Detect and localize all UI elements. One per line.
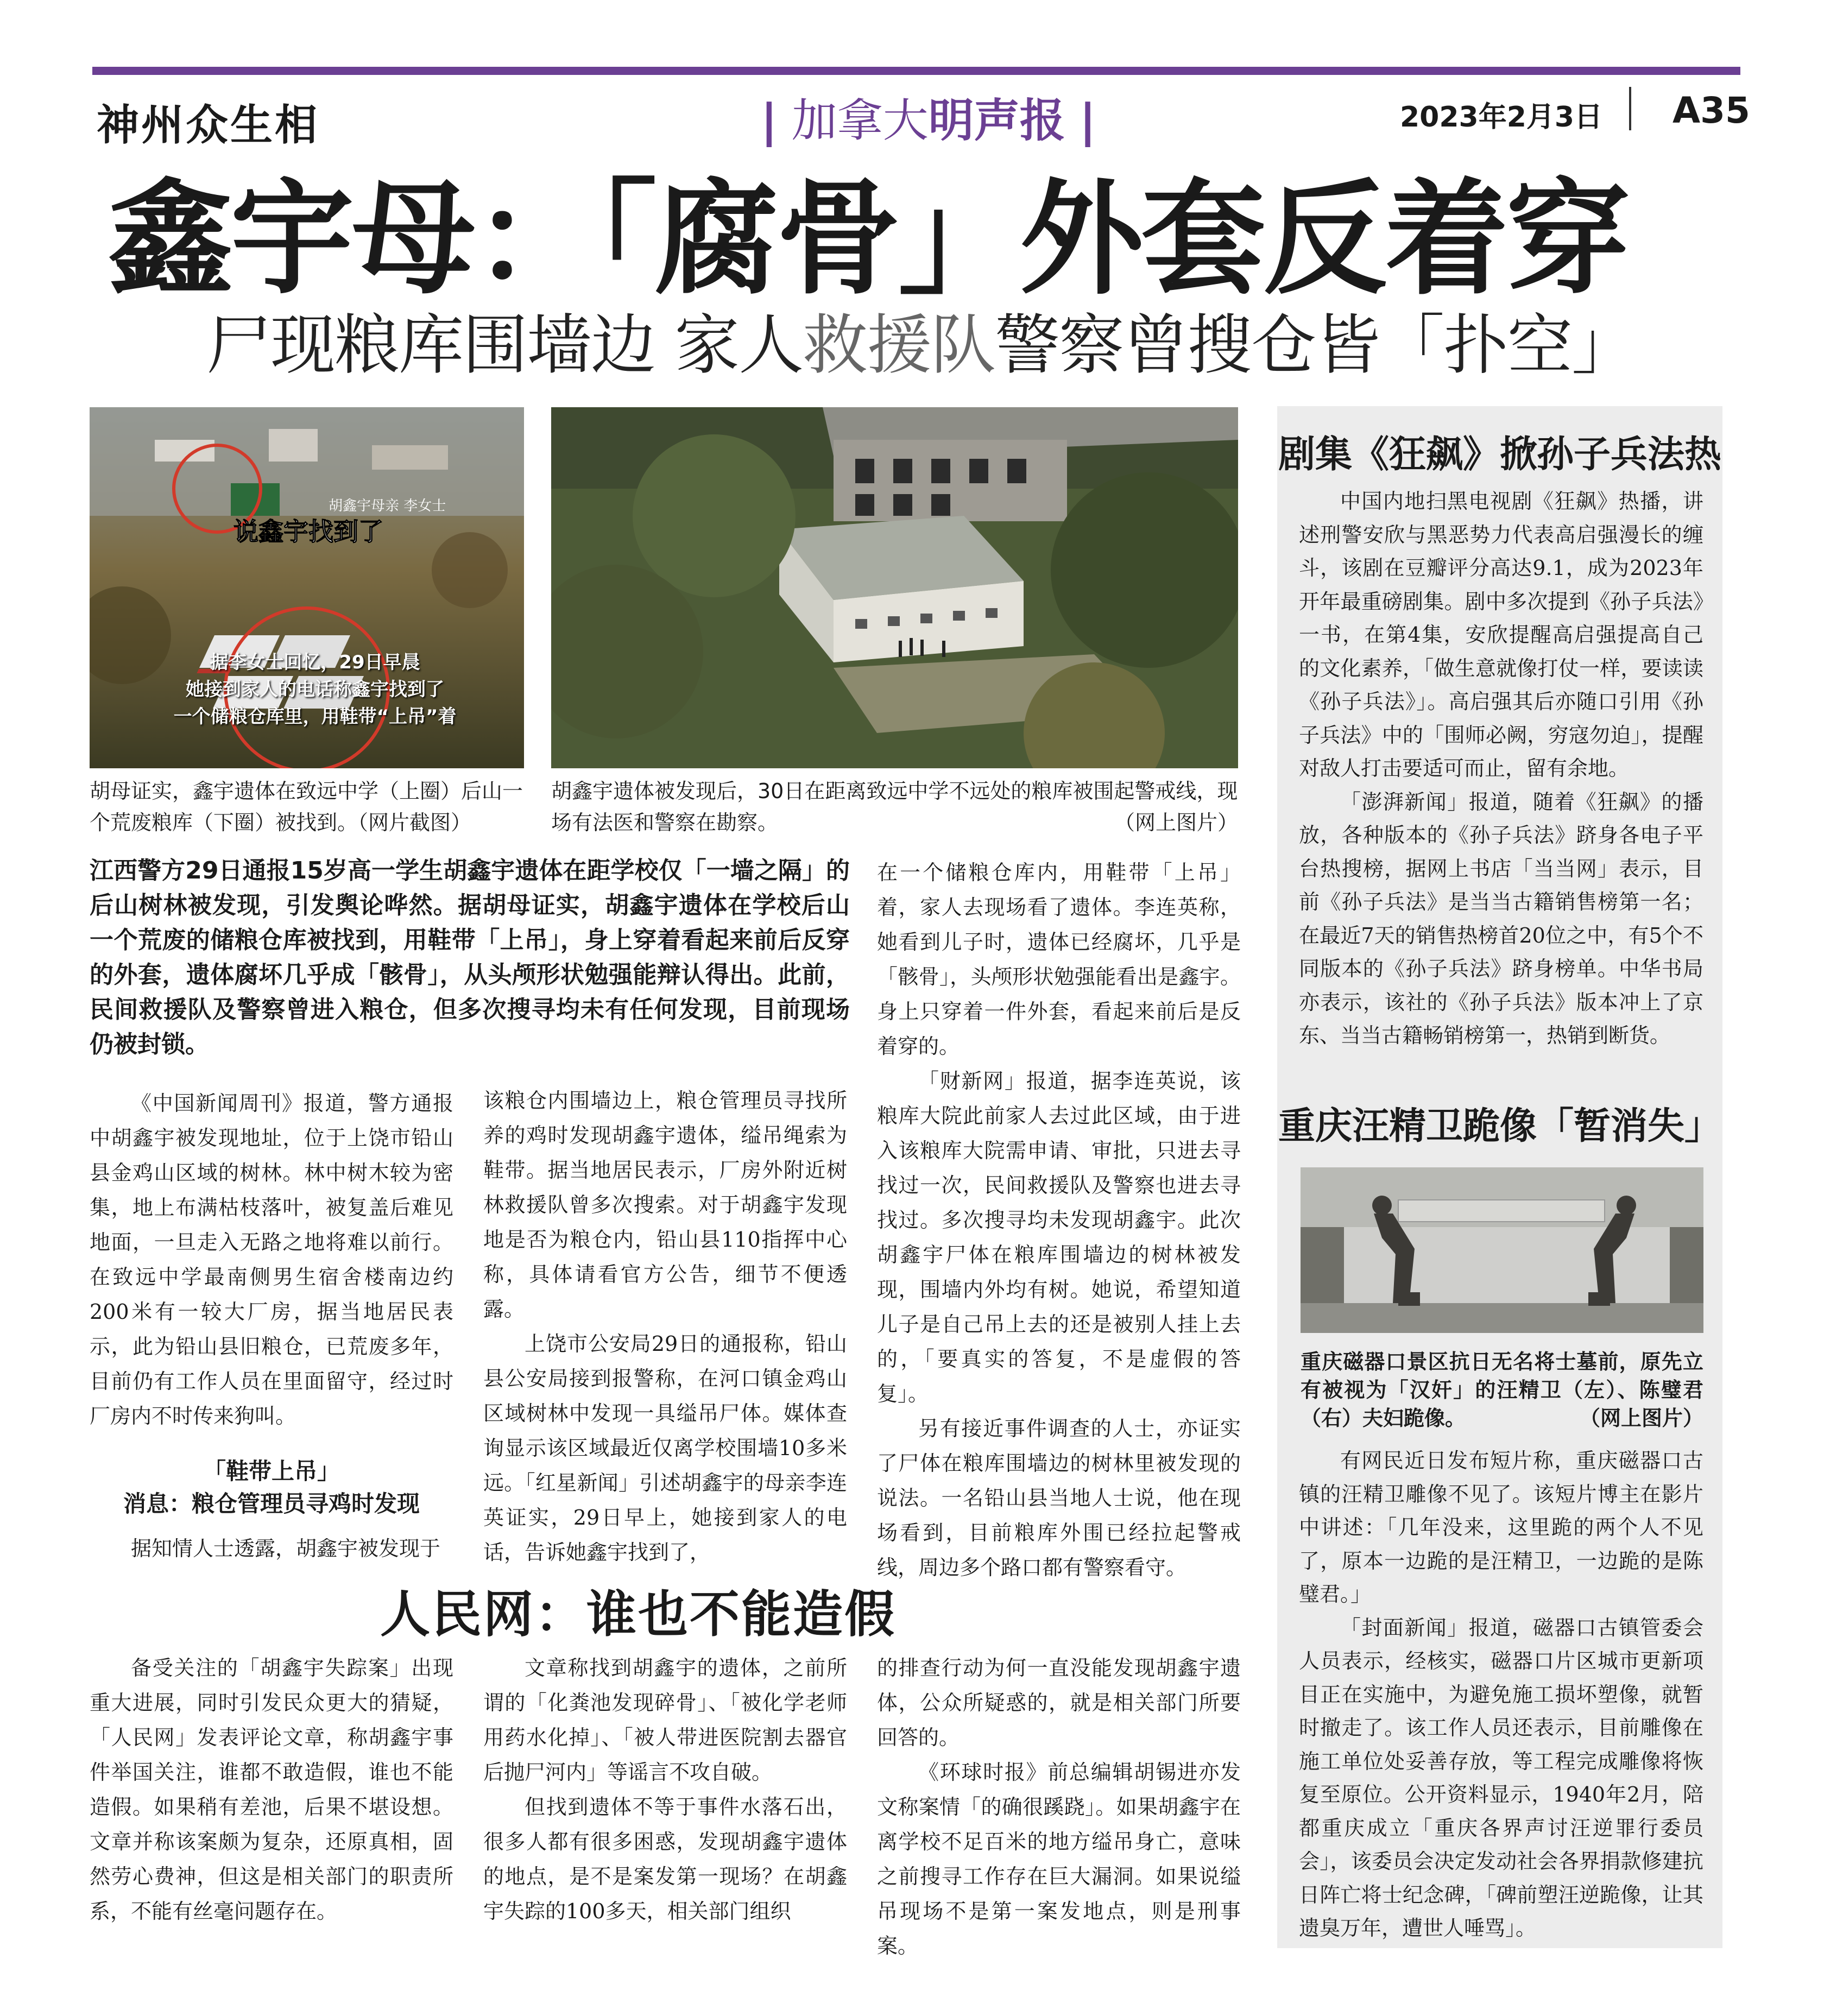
sidebar-photo-credit: （网上图片） — [1579, 1406, 1703, 1430]
headline: 鑫宇母：「腐骨」外套反着穿 — [109, 166, 1628, 311]
masthead-brand: 明声报 — [928, 94, 1065, 147]
sidebar-story2-p1: 有网民近日发布短片称，重庆磁器口古镇的汪精卫雕像不见了。该短片博主在影片中讲述：「几年没来，这里跪的两个人不见了，原本一边跪的是汪精卫，一边跪的是陈璧君。」 — [1299, 1449, 1703, 1606]
page-number: A35 — [1672, 90, 1750, 131]
sidebar-photo — [1301, 1167, 1703, 1333]
photo2-credit: （网上图片） — [1114, 811, 1238, 835]
sidebar-photo-caption-text: 重庆磁器口景区抗日无名将士墓前，原先立有被视为「汉奸」的汪精卫（左）、陈璧君（右）夫妇跪像。 — [1301, 1350, 1703, 1430]
subhead-part1: 尸现粮库围墙边 家人 — [206, 308, 803, 383]
photo2-caption-text: 胡鑫宇遗体被发现后，30日在距离致远中学不远处的粮库被围起警戒线，现场有法医和警察在勘察。 — [551, 779, 1238, 835]
article2-title: 人民网：谁也不能造假 — [380, 1585, 897, 1644]
photo1-caption: 胡母证实，鑫宇遗体在致远中学（上圈）后山一个荒废粮库（下圈）被找到。（网片截图） — [90, 779, 523, 835]
article-subtitle — [90, 1455, 453, 1520]
section-title: 神州众生相 — [97, 100, 320, 150]
sidebar-photo-caption — [1301, 1348, 1703, 1432]
overlay-main-text: 说鑫宇找到了 — [233, 517, 383, 546]
article-col3 — [877, 855, 1241, 1585]
article2-col3 — [877, 1651, 1241, 1963]
top-rule — [92, 67, 1740, 75]
overlay-top-text: 胡鑫宇母亲 李女士 — [329, 498, 446, 514]
article2-col1-p1: 备受关注的「胡鑫宇失踪案」出现重大进展，同时引发民众更大的猜疑，「人民网」发表评论文章，称胡鑫宇事件举国关注，谁都不敢造假，谁也不能造假。如果稍有差池，后果不堪设想。文章并称该案颇为复杂，还原真相，固然劳心费神，但这是相关部门的职责所系，不能有丝毫问题存在。 — [90, 1656, 453, 1923]
subhead-part2: 救援队 — [803, 308, 995, 383]
masthead: | 加拿大明声报 | — [761, 94, 1096, 147]
photo2-caption — [551, 775, 1238, 838]
article-col2-p1: 该粮仓内围墙边上，粮仓管理员寻找所养的鸡时发现胡鑫宇遗体，缢吊绳索为鞋带。据当地居民表示，厂房外附近树林救援队曾多次搜索。对于胡鑫宇发现地是否为粮仓内，铅山县110指挥中心称，具体请看官方公告，细节不便透露。 — [483, 1089, 847, 1321]
issue-date: 2023年2月3日 — [1400, 101, 1603, 134]
photo-granary — [551, 407, 1238, 768]
article2-col3-p1: 《环球时报》前总编辑胡锡进亦发文称案情「的确很蹊跷」。如果胡鑫宇在离学校不足百米的地方缢吊身亡，意味之前搜寻工作存在巨大漏洞。如果说缢吊现场不是第一案发地点，则是刑事案。 — [877, 1760, 1241, 1958]
photo-aerial-school — [90, 407, 524, 768]
article-col3-p2: 另有接近事件调查的人士，亦证实了尸体在粮库围墙边的树林里被发现的说法。一名铅山县当地人士说，他在现场看到，目前粮库外围已经拉起警戒线，周边多个路口都有警察看守。 — [877, 1417, 1241, 1579]
article-col2-p2: 上饶市公安局29日的通报称，铅山县公安局接到报警称，在河口镇金鸡山区域树林中发现一具缢吊尸体。媒体查询显示该区域最近仅离学校围墙10多米远。「红星新闻」引述胡鑫宇的母亲李连英证实，29日早上，她接到家人的电话，告诉她鑫宇找到了， — [483, 1332, 847, 1564]
article2-col2 — [483, 1651, 847, 1929]
granary-image — [551, 407, 1238, 768]
sidebar-story1-p2: 「澎湃新闻」报道，随着《狂飙》的播放，各种版本的《孙子兵法》跻身各电子平台热搜榜，据网上书店「当当网」表示，目前《孙子兵法》是当当古籍销售榜第一名；在最近7天的销售热榜首20位之中，有5个不同版本的《孙子兵法》跻身榜单。中华书局亦表示，该社的《孙子兵法》版本冲上了京东、当当古籍畅销榜第一，热销到断货。 — [1299, 789, 1703, 1047]
sidebar-title1: 剧集《狂飙》掀孙子兵法热 — [1278, 433, 1721, 476]
sidebar-story2-p2: 「封面新闻」报道，磁器口古镇管委会人员表示，经核实，磁器口片区城市更新项目正在实施中，为避免施工损坏塑像，就暂时撤走了。该工作人员还表示，目前雕像在施工单位处妥善存放，等工程完成雕像将恢复至原位。公开资料显示，1940年2月，陪都重庆成立「重庆各界声讨汪逆罪行委员会」，该委员会决定发动社会各界捐款修建抗日阵亡将士纪念碑，「碑前塑汪逆跪像，让其遗臭万年，遭世人唾骂」。 — [1299, 1615, 1703, 1940]
article-col1 — [90, 1086, 453, 1566]
article-col3-p1: 「财新网」报道，据李连英说，该粮库大院此前家人去过此区域，由于进入该粮库大院需申请、审批，只进去寻找过一次，民间救援队及警察也进去寻找过。多次搜寻均未发现胡鑫宇。此次胡鑫宇尸体在粮库围墙边的树林被发现，围墙内外均有树。她说，希望知道儿子是自己吊上去的还是被别人挂上去的，「要真实的答复，不是虚假的答复」。 — [877, 1069, 1241, 1406]
article2-col2-p1: 文章称找到胡鑫宇的遗体，之前所谓的「化粪池发现碎骨」、「被化学老师用药水化掉」、「被人带进医院割去器官后抛尸河内」等谣言不攻自破。 — [483, 1656, 847, 1784]
sidebar-title2: 重庆汪精卫跪像「暂消失」 — [1278, 1104, 1721, 1148]
overlay-quote: 据李女士回忆，29日早晨 她接到家人的电话称鑫宇找到了 一个储粮仓库里，用鞋带“上吊”着 — [173, 652, 457, 728]
article-col3-p0: 在一个储粮仓库内，用鞋带「上吊」着，家人去现场看了遗体。李连英称，她看到儿子时，遗体已经腐坏，几乎是「骸骨」，头颅形状勉强能看出是鑫宇。身上只穿着一件外套，看起来前后是反着穿的。 — [877, 861, 1241, 1058]
article-col2 — [483, 1083, 847, 1570]
subhead — [206, 293, 1636, 387]
statue-image — [1301, 1167, 1703, 1333]
article-lead: 江西警方29日通报15岁高一学生胡鑫宇遗体在距学校仅「一墙之隔」的后山树林被发现，引发舆论哗然。据胡母证实，胡鑫宇遗体在学校后山一个荒废的储粮仓库被找到，用鞋带「上吊」，身上穿着看起来前后反穿的外套，遗体腐坏几乎成「骸骨」，从头颅形状勉强能辩认得出。此前，民间救援队及警察曾进入粮仓，但多次搜寻均未有任何发现，目前现场仍被封锁。 — [90, 857, 850, 1058]
sidebar-story2 — [1299, 1444, 1703, 1945]
sidebar-story1 — [1299, 485, 1703, 1053]
article-col1-p2: 据知情人士透露，胡鑫宇被发现于 — [131, 1537, 441, 1560]
article-col1-p1: 《中国新闻周刊》报道，警方通报中胡鑫宇被发现地址，位于上饶市铅山县金鸡山区域的树林。林中树木较为密集，地上布满枯枝落叶，被复盖后难见地面，一旦走入无路之地将难以前行。在致远中学最南侧男生宿舍楼南边约200米有一较大厂房，据当地居民表示，此为铅山县旧粮仓，已荒废多年，目前仍有工作人员在里面留守，经过时厂房内不时传来狗叫。 — [90, 1091, 453, 1428]
subtitle-line2: 消息：粮仓管理员寻鸡时发现 — [123, 1490, 420, 1517]
article2-col2-p2: 但找到遗体不等于事件水落石出，很多人都有很多困惑，发现胡鑫宇遗体的地点，是不是案发第一现场？在胡鑫宇失踪的100多天，相关部门组织 — [483, 1795, 847, 1923]
subhead-part3: 警察曾搜仓皆「扑空」 — [995, 308, 1636, 383]
sidebar-story1-p1: 中国内地扫黑电视剧《狂飙》热播，讲述刑警安欣与黑恶势力代表高启强漫长的缠斗，该剧在豆瓣评分高达9.1，成为2023年开年最重磅剧集。剧中多次提到《孙子兵法》一书，在第4集，安欣提醒高启强提高自己的文化素养，「做生意就像打仗一样，要读读《孙子兵法》」。高启强其后亦随口引用《孙子兵法》中的「围师必阙，穷寇勿迫」，提醒对敌人打击要适可而止，留有余地。 — [1299, 489, 1703, 780]
subtitle-line1: 「鞋带上吊」 — [203, 1458, 340, 1484]
article2-col1 — [90, 1651, 453, 1929]
article2-col3-p0: 的排查行动为何一直没能发现胡鑫宇遗体，公众所疑惑的，就是相关部门所要回答的。 — [877, 1656, 1241, 1749]
header-divider — [1629, 87, 1631, 130]
masthead-left: 加拿大 — [791, 94, 929, 147]
